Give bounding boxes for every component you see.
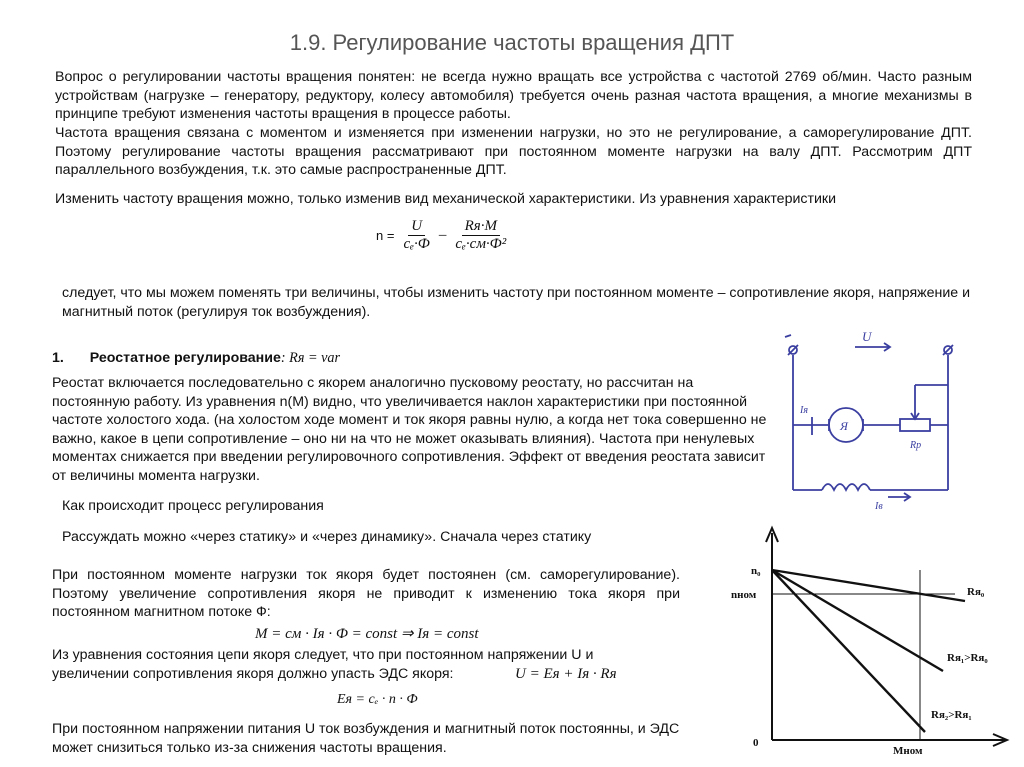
x-label-zero: 0 — [753, 737, 759, 749]
series-line-r1 — [772, 570, 943, 671]
after-formula-text: следует, что мы можем поменять три величины, чтобы изменить частоту при постоянном моменте – сопротивление якоря, напряжение и магнитный поток (регулируя ток возбуждения). — [62, 285, 971, 320]
series-label-r2: Rя₂>Rя₁ — [931, 709, 972, 721]
series-label-r0: Rя₀ — [967, 586, 985, 598]
rheostat-icon — [900, 419, 930, 431]
circuit-armature-label: Я — [840, 419, 848, 433]
voltage-equation: U = Eя + Iя · Rя — [515, 666, 617, 682]
circuit-i-label: Iя — [800, 405, 808, 416]
section-title: Реостатное регулирование — [89, 350, 281, 366]
formula-minus: – — [438, 227, 447, 243]
x-label-mnom: Mном — [893, 745, 923, 757]
circuit-iv-label: Iв — [875, 501, 883, 512]
static-paragraph-1: При постоянном моменте нагрузки ток якоря будет постоянен (см. саморегулирование). Поэтому увеличение сопротивления якоря не приводит к изменению тока якоря при постоянном магнитном потоке Ф: — [52, 567, 680, 620]
emf-equation: Eя = cₑ · n · Ф — [337, 692, 418, 707]
y-label-nnom: nном — [731, 589, 757, 601]
formula-term1-num: U — [408, 218, 425, 236]
intro-paragraph-1: Вопрос о регулировании частоты вращения понятен: не всегда нужно вращать все устройства с частотой 2769 об/мин. Часто разным устройствам (нагрузке – генератору, редуктору, колесу автомобиля) требуется очень разная частота вращения, а многие механизмы в принципе требуют изменения частоты вращения в процессе работы. — [55, 69, 972, 122]
intro-paragraph-2: Частота вращения связана с моментом и изменяется при изменении нагрузки, но это не регулирование, а саморегулирование ДПТ. Поэтому регулирование частоты вращения рассматривают при постоянном моменте нагрузки на валу ДПТ. Рассмотрим ДПТ параллельного возбуждения, т.к. это самые распространенные ДПТ. — [55, 125, 972, 178]
section-body: Реостат включается последовательно с якорем аналогично пусковому реостату, но рассчитан на постоянную работу. Из уравнения n(M) видно, что увеличивается наклон характеристики при постоянной частоте холостого хода. (на холостом ходе момент и ток якоря равны нулю, а когда нет тока совершенно не важно, какое в цепи сопротивление – оно ни на что не может оказывать влияния). Частота при ненулевых моментах снижается при введении регулировочного сопротивления. Эффект от введения реостата зависит от величины момента нагрузки. — [52, 375, 767, 484]
formula-term1 — [400, 218, 432, 253]
circuit-rheostat-label: Rр — [910, 440, 922, 451]
characteristics-chart — [725, 518, 1020, 767]
formula-term2-num: Rя·M — [462, 218, 500, 236]
formula-lhs: n = — [376, 228, 395, 243]
excitation-winding-icon — [822, 484, 870, 490]
series-label-r1: Rя₁>Rя₀ — [947, 652, 988, 664]
reason-text: Рассуждать можно «через статику» и «через динамику». Сначала через статику — [62, 529, 592, 545]
speed-formula — [376, 218, 509, 253]
static-paragraph-3: При постоянном напряжении питания U ток возбуждения и магнитный поток постоянны, и ЭДС может снизиться только из-за снижения частоты вращения. — [52, 721, 680, 756]
current-equation: M = cм · Iя · Ф = const ⇒ Iя = const — [255, 626, 479, 642]
circuit-diagram — [770, 325, 985, 525]
how-text: Как происходит процесс регулирования — [62, 498, 324, 514]
page-title: 1.9. Регулирование частоты вращения ДПТ — [289, 30, 735, 55]
section-heading — [52, 349, 340, 368]
intro-paragraph-3: Изменить частоту вращения можно, только изменив вид механической характеристики. Из уравнения характеристики — [55, 191, 837, 207]
section-number: 1. — [52, 350, 64, 366]
section-condition: : Rя = var — [280, 350, 340, 366]
series-line-r0 — [772, 570, 965, 601]
formula-term1-den: cₑ·Ф — [403, 236, 430, 252]
formula-term2-den: cₑ·cм·Ф² — [455, 236, 507, 252]
circuit-u-label: U — [862, 329, 872, 344]
static-paragraph-2: Из уравнения состояния цепи якоря следует, что при постоянном напряжении U и увеличении сопротивления якоря должно упасть ЭДС якоря: — [52, 647, 594, 682]
formula-term2 — [452, 218, 509, 253]
y-label-n0: n₀ — [751, 565, 761, 577]
